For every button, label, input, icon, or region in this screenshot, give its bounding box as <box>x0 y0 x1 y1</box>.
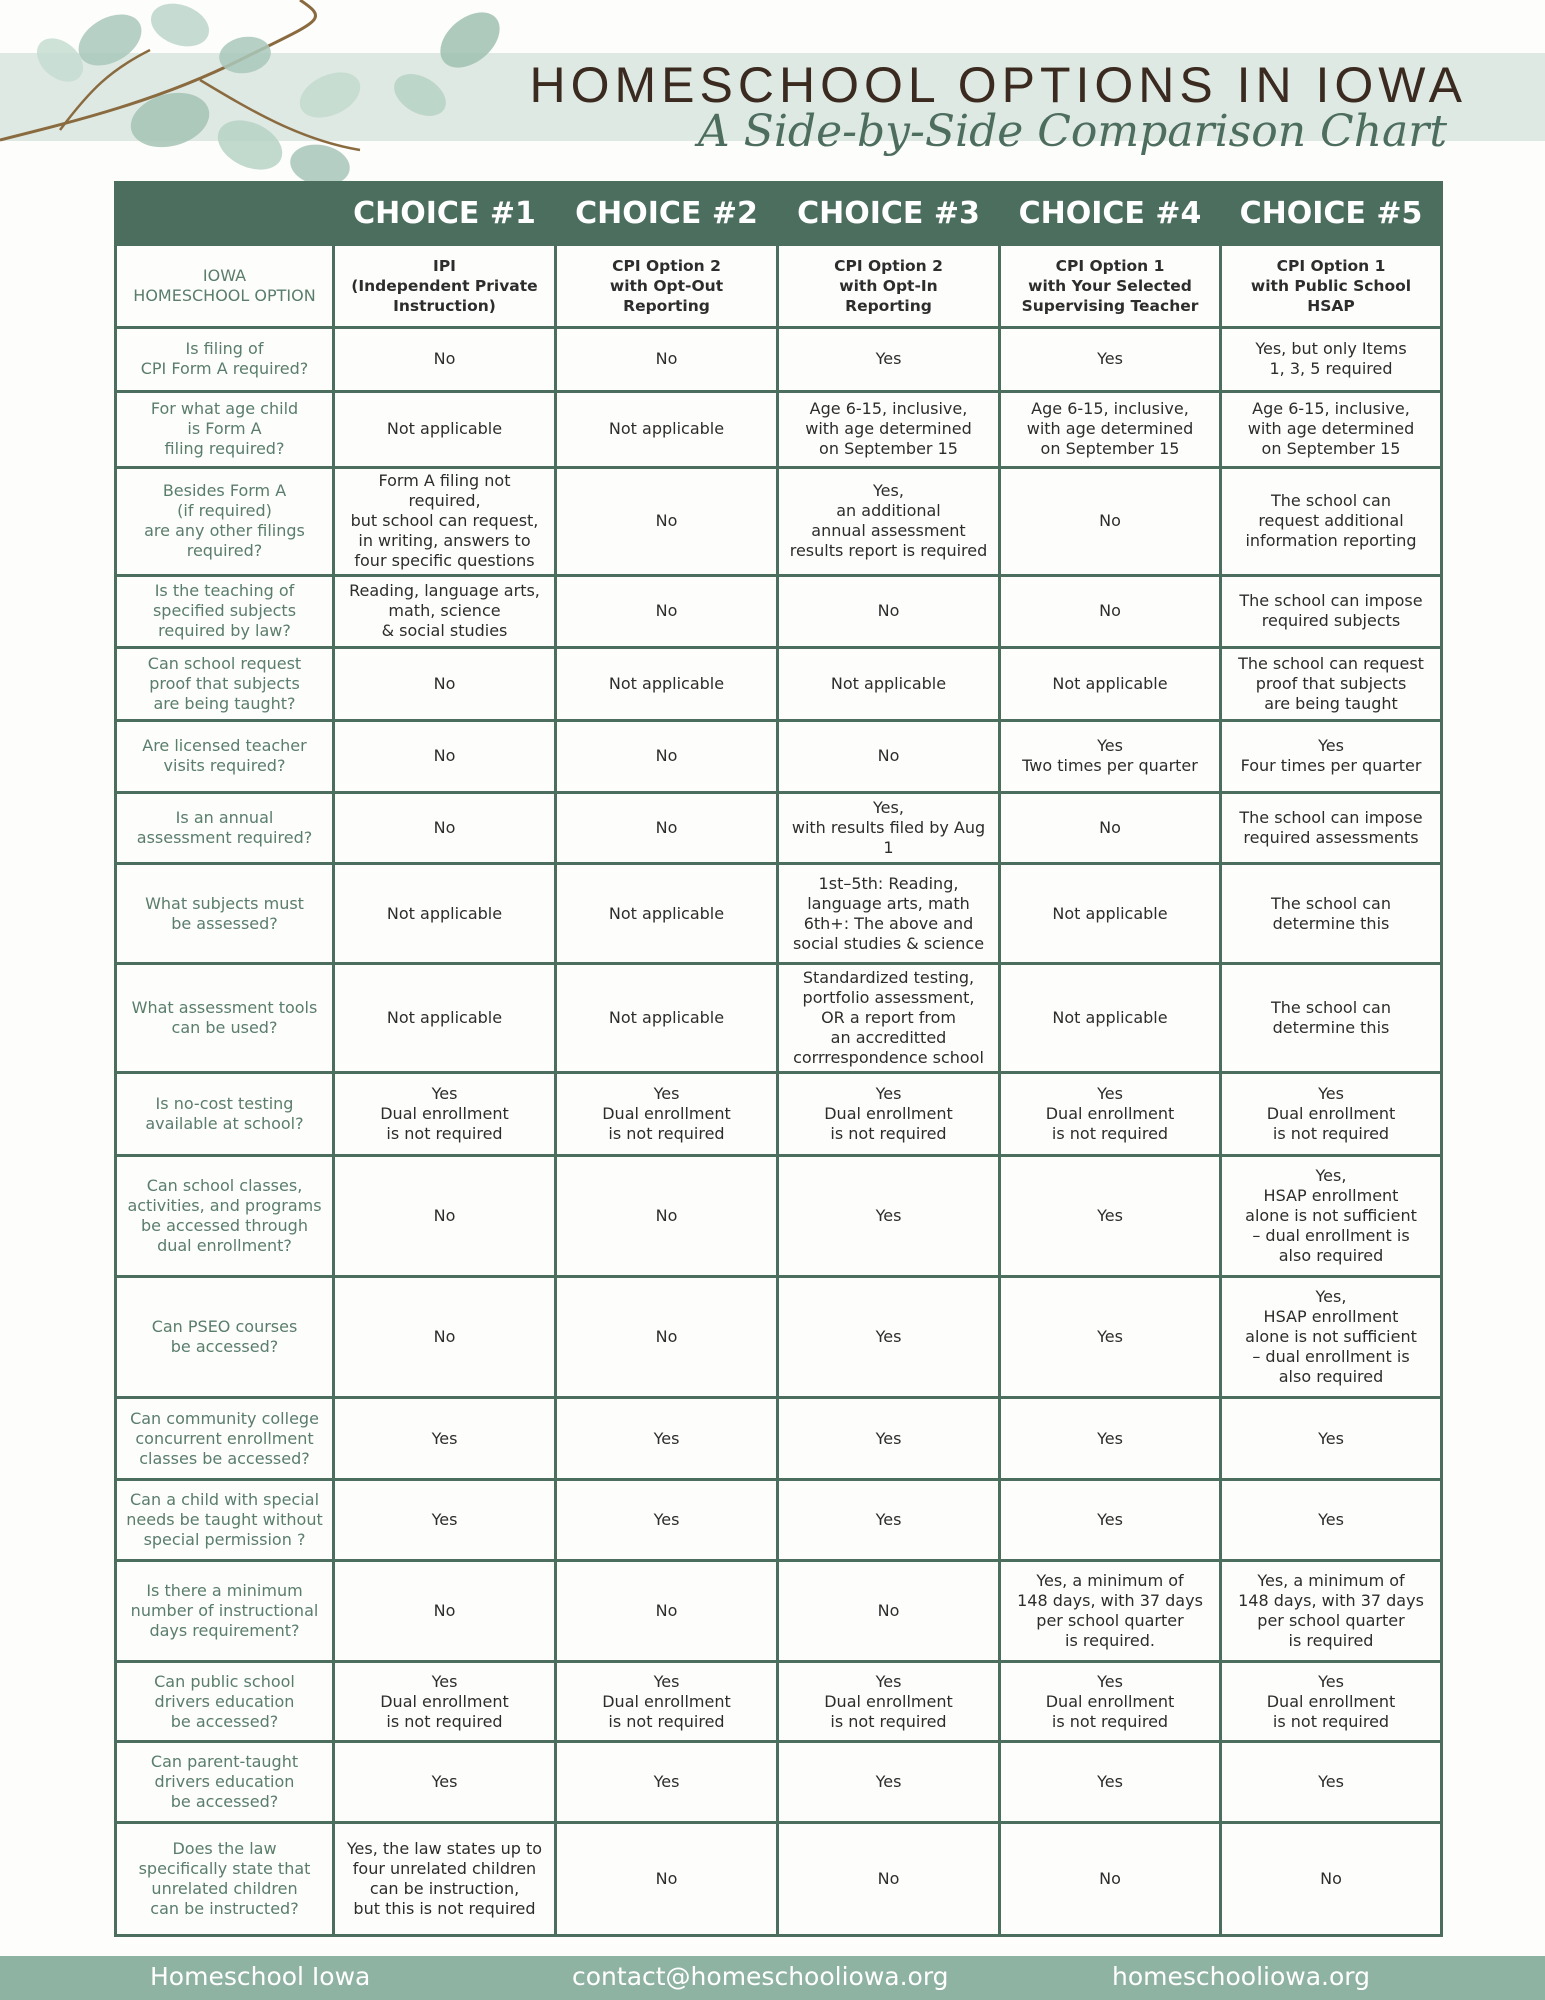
answer-cell: No <box>334 793 556 864</box>
answer-cell: Yes <box>1000 1397 1221 1480</box>
table-row <box>116 467 1442 575</box>
answer-cell: No <box>556 1276 778 1397</box>
option-name-cell: CPI Option 2 with Opt-In Reporting <box>778 245 1000 328</box>
page-subtitle: A Side-by-Side Comparison Chart <box>697 106 1447 157</box>
question-label: Is filing of CPI Form A required? <box>116 327 334 391</box>
choice-header: CHOICE #5 <box>1221 183 1442 245</box>
answer-cell: No <box>334 1276 556 1397</box>
answer-cell: Yes Dual enrollment is not required <box>778 1073 1000 1156</box>
answer-cell: No <box>556 1155 778 1276</box>
answer-cell: No <box>556 467 778 575</box>
answer-cell: No <box>1221 1822 1442 1935</box>
answer-cell: The school can impose required subjects <box>1221 575 1442 648</box>
answer-cell: Yes, HSAP enrollment alone is not sufficient – dual enrollment is also required <box>1221 1276 1442 1397</box>
answer-cell: Yes <box>778 327 1000 391</box>
answer-cell: Reading, language arts, math, science & social studies <box>334 575 556 648</box>
footer-website-link[interactable]: homeschooliowa.org <box>1112 1962 1370 1991</box>
answer-cell: Standardized testing, portfolio assessment, OR a report from an accreditted corrrespondence school <box>778 964 1000 1073</box>
answer-cell: The school can impose required assessments <box>1221 793 1442 864</box>
footer-org: Homeschool Iowa <box>150 1962 371 1991</box>
table-row <box>116 1742 1442 1823</box>
answer-cell: Not applicable <box>556 392 778 468</box>
answer-cell: No <box>1000 467 1221 575</box>
answer-cell: Yes Four times per quarter <box>1221 720 1442 793</box>
answer-cell: Yes Dual enrollment is not required <box>556 1661 778 1742</box>
question-label: Can parent-taught drivers education be accessed? <box>116 1742 334 1823</box>
table-row <box>116 327 1442 391</box>
answer-cell: No <box>556 575 778 648</box>
question-label: Can PSEO courses be accessed? <box>116 1276 334 1397</box>
answer-cell: Not applicable <box>334 392 556 468</box>
answer-cell: Yes <box>1000 1742 1221 1823</box>
answer-cell: No <box>778 575 1000 648</box>
choice-header: CHOICE #4 <box>1000 183 1221 245</box>
question-label: Does the law specifically state that unrelated children can be instructed? <box>116 1822 334 1935</box>
answer-cell: Yes <box>1221 1742 1442 1823</box>
table-row <box>116 1480 1442 1561</box>
answer-cell: Yes, but only Items 1, 3, 5 required <box>1221 327 1442 391</box>
table-row <box>116 964 1442 1073</box>
answer-cell: Yes Dual enrollment is not required <box>334 1661 556 1742</box>
table-row <box>116 1661 1442 1742</box>
comparison-table <box>114 181 1443 1937</box>
answer-cell: Yes, a minimum of 148 days, with 37 days per school quarter is required. <box>1000 1560 1221 1661</box>
answer-cell: Yes <box>778 1742 1000 1823</box>
answer-cell: No <box>334 1155 556 1276</box>
answer-cell: No <box>334 648 556 721</box>
answer-cell: Not applicable <box>778 648 1000 721</box>
question-label: Is there a minimum number of instructional days requirement? <box>116 1560 334 1661</box>
question-label: What subjects must be assessed? <box>116 863 334 964</box>
answer-cell: No <box>334 720 556 793</box>
answer-cell: No <box>556 720 778 793</box>
table-row <box>116 575 1442 648</box>
table-row <box>116 1397 1442 1480</box>
option-name-cell: CPI Option 1 with Your Selected Supervising Teacher <box>1000 245 1221 328</box>
answer-cell: Age 6-15, inclusive, with age determined on September 15 <box>778 392 1000 468</box>
answer-cell: Yes <box>778 1276 1000 1397</box>
answer-cell: Yes <box>556 1397 778 1480</box>
answer-cell: Yes <box>778 1155 1000 1276</box>
answer-cell: Yes, an additional annual assessment results report is required <box>778 467 1000 575</box>
option-name-cell: IPI (Independent Private Instruction) <box>334 245 556 328</box>
answer-cell: Not applicable <box>1000 964 1221 1073</box>
answer-cell: Yes Dual enrollment is not required <box>1221 1073 1442 1156</box>
answer-cell: Yes <box>334 1397 556 1480</box>
table-row <box>116 1155 1442 1276</box>
answer-cell: No <box>1000 793 1221 864</box>
answer-cell: No <box>334 327 556 391</box>
answer-cell: The school can request additional information reporting <box>1221 467 1442 575</box>
choice-header: CHOICE #2 <box>556 183 778 245</box>
answer-cell: Yes <box>334 1742 556 1823</box>
table-row <box>116 793 1442 864</box>
answer-cell: Form A filing not required, but school can request, in writing, answers to four specific questions <box>334 467 556 575</box>
question-label: Can community college concurrent enrollment classes be accessed? <box>116 1397 334 1480</box>
answer-cell: Yes <box>778 1397 1000 1480</box>
answer-cell: Not applicable <box>1000 648 1221 721</box>
answer-cell: No <box>556 1822 778 1935</box>
option-name-cell: CPI Option 2 with Opt-Out Reporting <box>556 245 778 328</box>
question-label: Can school request proof that subjects are being taught? <box>116 648 334 721</box>
answer-cell: Yes <box>556 1742 778 1823</box>
answer-cell: Yes Two times per quarter <box>1000 720 1221 793</box>
answer-cell: Age 6-15, inclusive, with age determined on September 15 <box>1221 392 1442 468</box>
answer-cell: Yes, a minimum of 148 days, with 37 days per school quarter is required <box>1221 1560 1442 1661</box>
answer-cell: Not applicable <box>556 863 778 964</box>
answer-cell: No <box>778 1560 1000 1661</box>
footer-email-link[interactable]: contact@homeschooliowa.org <box>572 1962 949 1991</box>
answer-cell: No <box>556 1560 778 1661</box>
homeschool-option-row <box>116 245 1442 328</box>
question-label: Besides Form A (if required) are any other filings required? <box>116 467 334 575</box>
answer-cell: No <box>778 720 1000 793</box>
table-row <box>116 1073 1442 1156</box>
answer-cell: 1st–5th: Reading, language arts, math 6th+: The above and social studies & science <box>778 863 1000 964</box>
question-label: What assessment tools can be used? <box>116 964 334 1073</box>
answer-cell: Not applicable <box>334 863 556 964</box>
answer-cell: Yes <box>1000 1155 1221 1276</box>
choice-header-row <box>116 183 1442 245</box>
answer-cell: Yes <box>334 1480 556 1561</box>
answer-cell: Yes <box>1000 327 1221 391</box>
eucalyptus-decoration <box>0 0 540 200</box>
page-title: HOMESCHOOL OPTIONS IN IOWA <box>529 57 1467 113</box>
table-row <box>116 863 1442 964</box>
question-label: Can school classes, activities, and programs be accessed through dual enrollment? <box>116 1155 334 1276</box>
answer-cell: Yes, HSAP enrollment alone is not sufficient – dual enrollment is also required <box>1221 1155 1442 1276</box>
answer-cell: Yes Dual enrollment is not required <box>1000 1073 1221 1156</box>
option-name-cell: CPI Option 1 with Public School HSAP <box>1221 245 1442 328</box>
answer-cell: The school can determine this <box>1221 863 1442 964</box>
answer-cell: No <box>1000 575 1221 648</box>
answer-cell: Not applicable <box>556 964 778 1073</box>
answer-cell: Yes Dual enrollment is not required <box>1000 1661 1221 1742</box>
table-row <box>116 1560 1442 1661</box>
answer-cell: Yes Dual enrollment is not required <box>1221 1661 1442 1742</box>
answer-cell: No <box>1000 1822 1221 1935</box>
answer-cell: Not applicable <box>556 648 778 721</box>
answer-cell: Yes, with results filed by Aug 1 <box>778 793 1000 864</box>
answer-cell: Yes Dual enrollment is not required <box>778 1661 1000 1742</box>
question-label: Is no-cost testing available at school? <box>116 1073 334 1156</box>
question-label: Are licensed teacher visits required? <box>116 720 334 793</box>
question-label: For what age child is Form A filing required? <box>116 392 334 468</box>
answer-cell: Age 6-15, inclusive, with age determined on September 15 <box>1000 392 1221 468</box>
answer-cell: Yes <box>1221 1397 1442 1480</box>
question-label: Can a child with special needs be taught without special permission ? <box>116 1480 334 1561</box>
question-label: Can public school drivers education be accessed? <box>116 1661 334 1742</box>
table-row <box>116 1276 1442 1397</box>
answer-cell: Yes Dual enrollment is not required <box>334 1073 556 1156</box>
answer-cell: No <box>778 1822 1000 1935</box>
table-row <box>116 720 1442 793</box>
answer-cell: No <box>556 793 778 864</box>
row-label: IOWA HOMESCHOOL OPTION <box>116 245 334 328</box>
footer <box>0 1956 1545 2000</box>
question-label: Is an annual assessment required? <box>116 793 334 864</box>
answer-cell: Yes <box>1000 1276 1221 1397</box>
answer-cell: Yes <box>778 1480 1000 1561</box>
answer-cell: Yes <box>1000 1480 1221 1561</box>
answer-cell: No <box>556 327 778 391</box>
header-corner <box>116 183 334 245</box>
answer-cell: Yes, the law states up to four unrelated children can be instruction, but this is not required <box>334 1822 556 1935</box>
answer-cell: Yes Dual enrollment is not required <box>556 1073 778 1156</box>
question-label: Is the teaching of specified subjects required by law? <box>116 575 334 648</box>
table-row <box>116 1822 1442 1935</box>
answer-cell: Yes <box>556 1480 778 1561</box>
answer-cell: No <box>334 1560 556 1661</box>
answer-cell: The school can request proof that subjects are being taught <box>1221 648 1442 721</box>
answer-cell: Yes <box>1221 1480 1442 1561</box>
table-row <box>116 648 1442 721</box>
answer-cell: Not applicable <box>334 964 556 1073</box>
answer-cell: Not applicable <box>1000 863 1221 964</box>
answer-cell: The school can determine this <box>1221 964 1442 1073</box>
choice-header: CHOICE #3 <box>778 183 1000 245</box>
choice-header: CHOICE #1 <box>334 183 556 245</box>
table-row <box>116 392 1442 468</box>
